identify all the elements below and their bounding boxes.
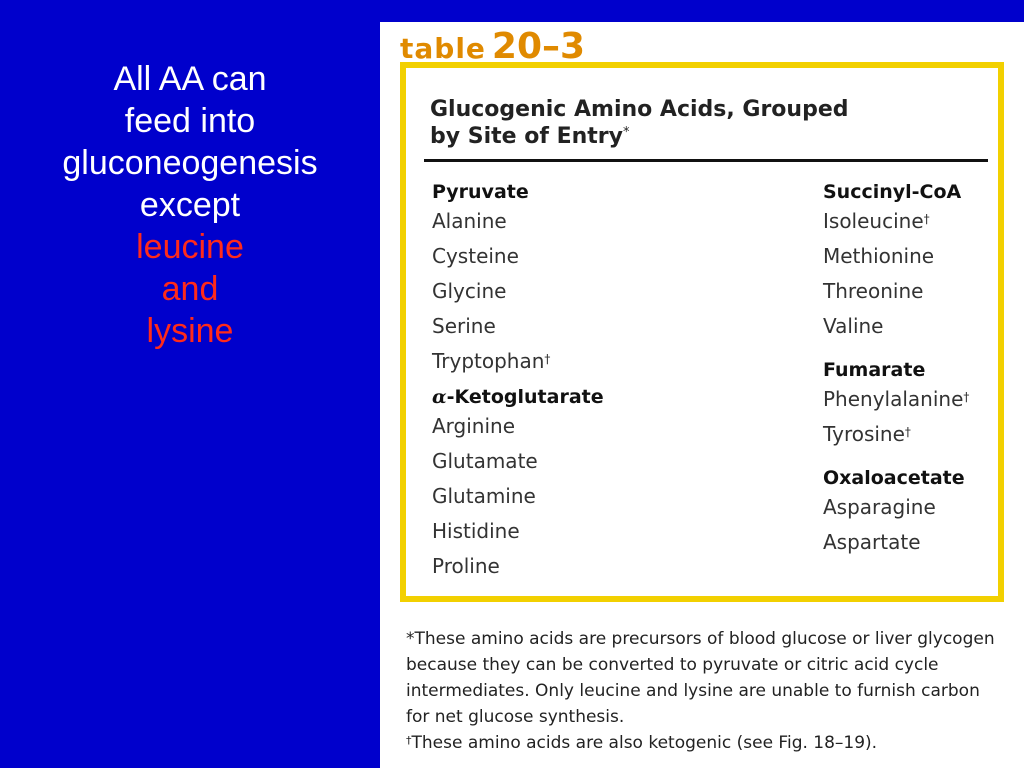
table-box bbox=[400, 62, 1004, 602]
amino-acid: Glycine bbox=[432, 279, 507, 303]
amino-acid: Asparagine bbox=[823, 495, 936, 519]
group-succinyl-coa bbox=[823, 180, 969, 344]
table-title-line: by Site of Entry bbox=[430, 124, 623, 149]
slide-highlight-line: lysine bbox=[146, 312, 234, 350]
footnote: †These amino acids are also ketogenic (see Fig. 18–19). bbox=[406, 733, 878, 753]
group-heading: Succinyl-CoA bbox=[823, 181, 962, 203]
amino-acid: Arginine bbox=[432, 414, 516, 438]
title-footnote-mark: * bbox=[622, 125, 630, 140]
right-column bbox=[823, 180, 969, 566]
slide-line: except bbox=[139, 186, 241, 224]
amino-acid: Valine bbox=[823, 314, 884, 338]
group-fumarate bbox=[823, 358, 969, 452]
table-label-number: 20–3 bbox=[491, 26, 586, 67]
amino-acid: Glutamate bbox=[432, 449, 538, 473]
group-heading: Pyruvate bbox=[432, 181, 529, 203]
amino-acid: Glutamine bbox=[432, 484, 536, 508]
amino-acid: Cysteine bbox=[432, 244, 519, 268]
amino-acid: Proline bbox=[432, 554, 500, 578]
amino-acid: Phenylalanine† bbox=[823, 387, 970, 411]
amino-acid: Serine bbox=[432, 314, 496, 338]
amino-acid: Alanine bbox=[432, 209, 507, 233]
amino-acid: Threonine bbox=[823, 279, 924, 303]
dagger-mark: † bbox=[904, 425, 911, 439]
dagger-mark: † bbox=[923, 212, 930, 226]
group-oxaloacetate bbox=[823, 466, 969, 560]
slide-line: All AA can bbox=[113, 60, 267, 98]
group-heading: α-Ketoglutarate bbox=[432, 386, 604, 408]
left-column bbox=[432, 180, 604, 590]
table-image bbox=[380, 22, 1024, 768]
slide-line: feed into bbox=[124, 102, 256, 140]
amino-acid: Tryptophan† bbox=[432, 349, 551, 373]
slide-highlight-line: and bbox=[161, 270, 219, 308]
table-label-word: table bbox=[400, 32, 486, 65]
dagger-mark: † bbox=[963, 390, 970, 404]
amino-acid: Methionine bbox=[823, 244, 935, 268]
slide-line: gluconeogenesis bbox=[62, 144, 318, 182]
amino-acid: Tyrosine† bbox=[823, 422, 911, 446]
amino-acid: Aspartate bbox=[823, 530, 921, 554]
slide-highlight-line: leucine bbox=[136, 228, 244, 266]
slide-text bbox=[20, 58, 360, 352]
group-heading: Fumarate bbox=[823, 359, 926, 381]
dagger-mark: † bbox=[406, 734, 412, 747]
group-ketoglutarate bbox=[432, 385, 604, 584]
table-title bbox=[430, 96, 848, 150]
amino-acid: Isoleucine† bbox=[823, 209, 930, 233]
dagger-mark: † bbox=[544, 352, 551, 366]
group-pyruvate bbox=[432, 180, 604, 379]
group-heading: Oxaloacetate bbox=[823, 467, 965, 489]
footnote: *These amino acids are precursors of blood glucose or liver glycogen because they can be converted to pyruvate or citric acid cycle intermediates. Only leucine and lysine are unable to furnish carbon for net glucose synthesis. bbox=[406, 629, 995, 727]
table-title-line: Glucogenic Amino Acids, Grouped bbox=[430, 97, 849, 122]
table-rule bbox=[424, 159, 988, 162]
table-label bbox=[400, 26, 585, 67]
table-footnotes bbox=[406, 626, 1006, 756]
amino-acid: Histidine bbox=[432, 519, 520, 543]
